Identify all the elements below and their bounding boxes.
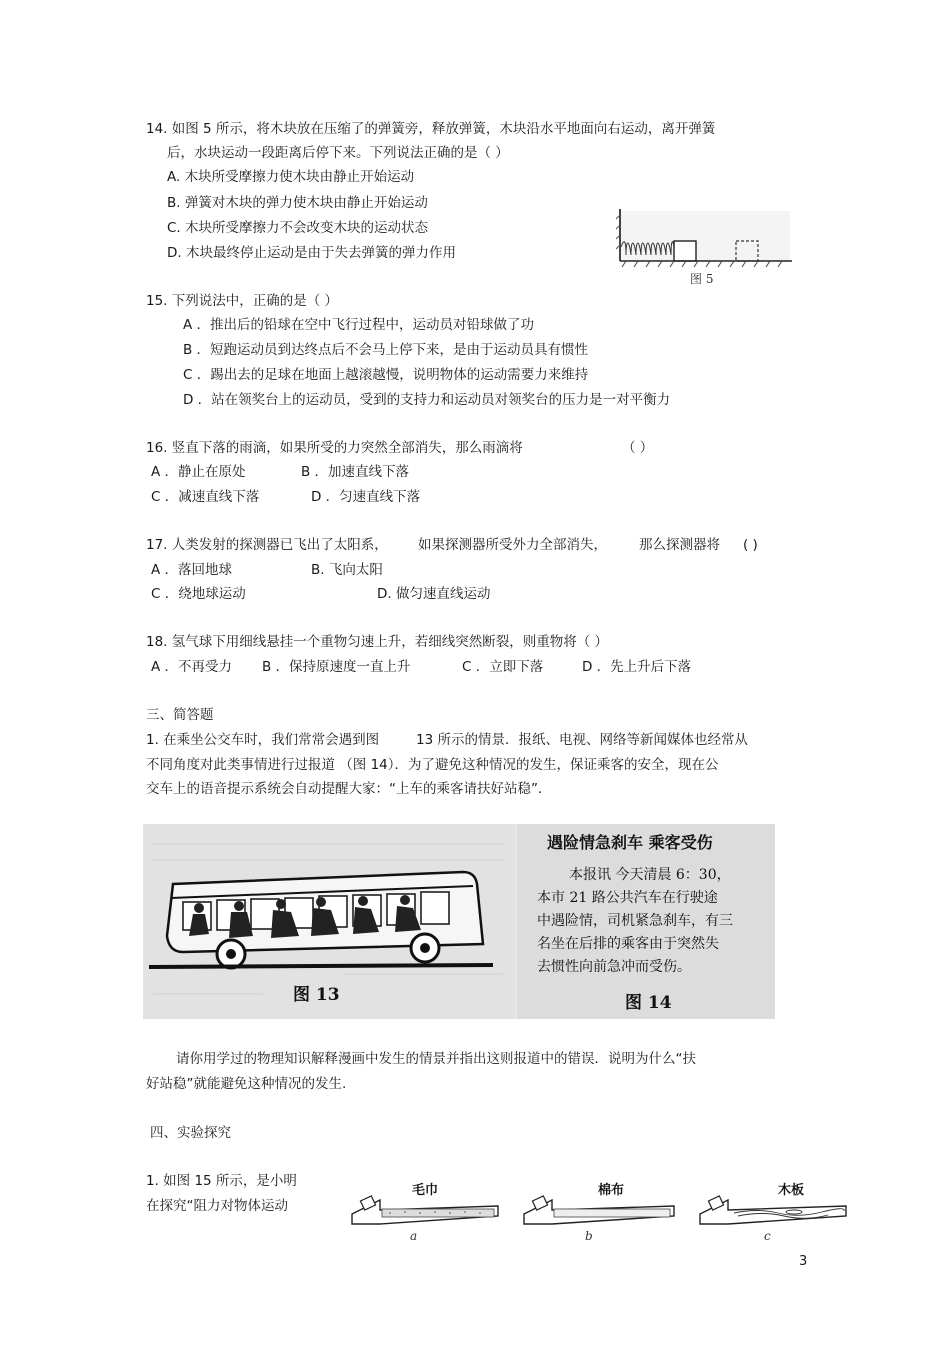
q18-option-a: A ．不再受力 — [151, 659, 233, 675]
surface-label-board: 木板 — [778, 1183, 805, 1198]
news-line-3: 中遇险情，司机紧急刹车，有三 — [537, 913, 733, 929]
q15-option-c: C ．踢出去的足球在地面上越滚越慢，说明物体的运动需要力来维持 — [183, 367, 589, 383]
surface-letter-b: b — [585, 1229, 593, 1243]
news-line-5: 去惯性向前急冲而受伤。 — [537, 959, 691, 975]
surface-label-towel: 毛巾 — [412, 1183, 439, 1198]
q17-option-a: A ．落回地球 — [151, 562, 233, 578]
figure-14-caption: 图 14 — [625, 993, 672, 1013]
news-line-4: 名坐在后排的乘客由于突然失 — [537, 936, 719, 952]
sec4-q1-line1: 1. 如图 15 所示，是小明 — [146, 1173, 297, 1189]
figure-5-caption: 图 5 — [690, 272, 714, 286]
sec3-q1-line3: 交车上的语音提示系统会自动提醒大家：“上车的乘客请扶好站稳”． — [146, 781, 552, 797]
q16-option-c: C ．减速直线下落 — [151, 489, 260, 505]
figure-15-ramp-board — [698, 1180, 848, 1242]
sec3-prompt-line1: 请你用学过的物理知识解释漫画中发生的情景并指出这则报道中的错误．说明为什么“扶 — [176, 1051, 696, 1067]
q18-option-b: B ．保持原速度一直上升 — [262, 659, 411, 675]
q14-option-d: D. 木块最终停止运动是由于失去弹簧的弹力作用 — [167, 245, 456, 261]
news-headline: 遇险情急刹车 乘客受伤 — [547, 833, 713, 852]
news-line-2: 本市 21 路公共汽车在行驶途 — [537, 890, 718, 906]
q15-option-a: A ．推出后的铅球在空中飞行过程中，运动员对铅球做了功 — [183, 317, 535, 333]
q18-option-c: C ．立即下落 — [462, 659, 544, 675]
sec3-q1-line1-part1: 1. 在乘坐公交车时，我们常常会遇到图 — [146, 732, 380, 748]
sec3-q1-line2: 不同角度对此类事情进行过报道 （图 14）．为了避免这种情况的发生，保证乘客的安全，现在公 — [146, 757, 719, 773]
surface-letter-a: a — [410, 1229, 418, 1243]
q16-answer-paren: （ ） — [622, 440, 654, 456]
sec3-prompt-line2: 好站稳”就能避免这种情况的发生. — [146, 1076, 347, 1092]
news-line-1: 本报讯 今天清晨 6：30， — [569, 867, 731, 883]
q14-option-a: A. 木块所受摩擦力使木块由静止开始运动 — [167, 169, 415, 185]
q18-stem: 18. 氢气球下用细线悬挂一个重物匀速上升，若细线突然断裂，则重物将（ ） — [146, 634, 609, 650]
q17-answer-paren: ( ) — [743, 537, 758, 553]
q16-option-d: D ．匀速直线下落 — [311, 489, 421, 505]
q15-stem: 15. 下列说法中，正确的是（ ） — [146, 293, 339, 309]
surface-letter-c: c — [764, 1229, 771, 1243]
q16-option-a: A ．静止在原处 — [151, 464, 246, 480]
section-4-heading: 四、实验探究 — [150, 1125, 231, 1141]
q17-option-c: C ．绕地球运动 — [151, 586, 246, 602]
q18-option-d: D ．先上升后下落 — [582, 659, 692, 675]
q16-stem: 16. 竖直下落的雨滴，如果所受的力突然全部消失，那么雨滴将 — [146, 440, 523, 456]
surface-label-cotton: 棉布 — [598, 1183, 625, 1198]
q17-stem-part2: 如果探测器所受外力全部消失， — [418, 537, 607, 553]
page-number: 3 — [799, 1254, 808, 1269]
q15-option-d: D ．站在领奖台上的运动员，受到的支持力和运动员对领奖台的压力是一对平衡力 — [183, 392, 671, 408]
q14-stem-line1: 14. 如图 5 所示，将木块放在压缩了的弹簧旁，释放弹簧，木块沿水平地面向右运动，离开弹簧 — [146, 121, 716, 137]
q14-option-b: B. 弹簧对木块的弹力使木块由静止开始运动 — [167, 195, 428, 211]
section-3-heading: 三、简答题 — [146, 707, 214, 723]
q17-stem-part3: 那么探测器将 — [639, 537, 720, 553]
figure-13-caption: 图 13 — [293, 985, 340, 1005]
q17-option-d: D. 做匀速直线运动 — [377, 586, 491, 602]
q15-option-b: B ．短跑运动员到达终点后不会马上停下来，是由于运动员具有惯性 — [183, 342, 589, 358]
figures-13-14-panel — [143, 824, 775, 1019]
sec4-q1-line2: 在探究“阻力对物体运动 — [146, 1198, 288, 1214]
q14-option-c: C. 木块所受摩擦力不会改变木块的运动状态 — [167, 220, 429, 236]
q14-stem-line2: 后，水块运动一段距离后停下来。下列说法正确的是（ ） — [167, 145, 509, 161]
q16-option-b: B ．加速直线下落 — [301, 464, 410, 480]
q17-stem-part1: 17. 人类发射的探测器已飞出了太阳系， — [146, 537, 388, 553]
q17-option-b: B. 飞向太阳 — [311, 562, 383, 578]
sec3-q1-line1-part2: 13 所示的情景．报纸、电视、网络等新闻媒体也经常从 — [416, 732, 748, 748]
